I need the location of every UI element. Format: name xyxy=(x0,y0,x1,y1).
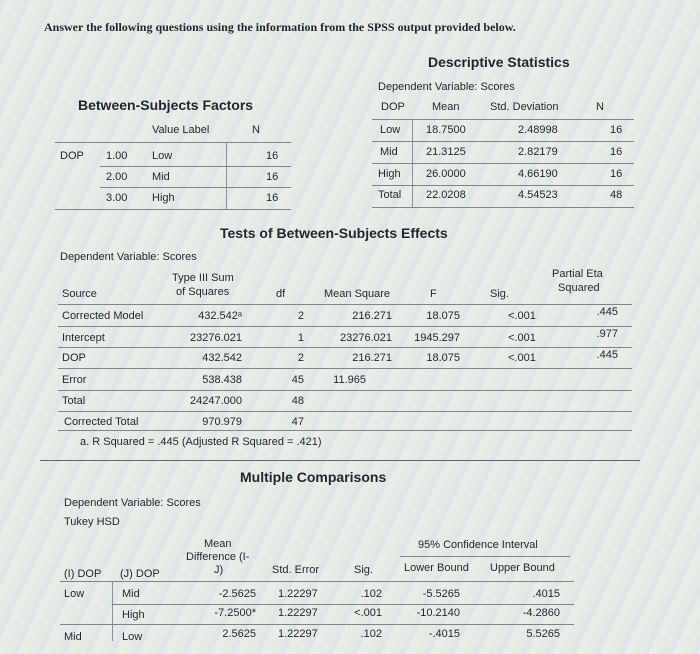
descriptive-title: Descriptive Statistics xyxy=(428,54,570,70)
sig-header: Sig. xyxy=(354,564,373,576)
multiple-comparisons-title: Multiple Comparisons xyxy=(240,469,387,485)
factor-name: DOP xyxy=(60,150,84,162)
eta-header-line2: Squared xyxy=(558,282,600,294)
lower-bound: -5.5265 xyxy=(422,588,460,600)
group-sd: 4.66190 xyxy=(518,168,558,180)
partial-eta: .977 xyxy=(596,328,618,340)
mean-square-header: Mean Square xyxy=(324,288,391,300)
method-label: Tukey HSD xyxy=(64,516,120,528)
sum-of-squares: 432.542ᵃ xyxy=(198,310,242,322)
n-header: N xyxy=(596,101,604,113)
df-value: 45 xyxy=(291,374,304,386)
question-heading: Answer the following questions using the information from the SPSS output provided below. xyxy=(44,20,516,34)
factor-label: Mid xyxy=(152,171,170,183)
sum-of-squares: 538.438 xyxy=(202,374,242,386)
n-header: N xyxy=(252,124,260,136)
std-error-header: Std. Error xyxy=(272,564,320,576)
value-label-header: Value Label xyxy=(152,124,210,136)
group-mean: 21.3125 xyxy=(426,146,466,158)
sum-of-squares: 432.542 xyxy=(202,352,242,364)
mean-diff-header-line2: Difference (I- xyxy=(186,551,250,563)
mean-square: 23276.021 xyxy=(340,332,392,344)
dependent-variable-label: Dependent Variable: Scores xyxy=(60,251,197,263)
group-label: Low xyxy=(380,124,401,136)
sig-value: <.001 xyxy=(354,607,382,619)
f-header: F xyxy=(430,288,437,300)
tests-title: Tests of Between-Subjects Effects xyxy=(220,225,448,241)
group-sd: 2.48998 xyxy=(518,124,558,136)
i-group: Mid xyxy=(64,631,82,643)
group-label: High xyxy=(378,168,401,180)
sig-header: Sig. xyxy=(490,288,509,300)
j-group: High xyxy=(122,609,145,621)
source-name: Intercept xyxy=(62,332,105,344)
between-subjects-title: Between-Subjects Factors xyxy=(78,97,254,113)
group-n: 16 xyxy=(610,124,623,136)
factor-n: 16 xyxy=(266,150,279,162)
r-squared-footnote: a. R Squared = .445 (Adjusted R Squared = .421) xyxy=(80,436,322,448)
factor-n: 16 xyxy=(266,171,279,183)
factor-value: 1.00 xyxy=(106,150,128,162)
dop-header: DOP xyxy=(381,101,405,113)
dependent-variable-label: Dependent Variable: Scores xyxy=(64,497,201,509)
group-sd: 2.82179 xyxy=(518,146,558,158)
sig-value: <.001 xyxy=(508,352,536,364)
factor-label: Low xyxy=(152,150,173,162)
factor-value: 3.00 xyxy=(106,192,128,204)
mean-difference: -2.5625 xyxy=(218,588,256,600)
lower-bound: -.4015 xyxy=(428,628,460,640)
group-n: 16 xyxy=(610,146,623,158)
df-value: 47 xyxy=(291,416,304,428)
source-name: DOP xyxy=(62,352,86,364)
sum-of-squares: 970.979 xyxy=(202,416,242,428)
std-error: 1.22297 xyxy=(278,628,318,640)
ci-header: 95% Confidence Interval xyxy=(418,539,538,551)
f-value: 18.075 xyxy=(426,352,460,364)
mean-square: 216.271 xyxy=(352,352,392,364)
ss-header-line1: Type III Sum xyxy=(172,272,234,284)
j-group: Low xyxy=(122,631,143,643)
ss-header-line2: of Squares xyxy=(176,286,230,298)
group-n: 48 xyxy=(610,189,623,201)
group-mean: 22.0208 xyxy=(426,189,466,201)
upper-bound: 5.5265 xyxy=(526,628,560,640)
j-dop-header: (J) DOP xyxy=(120,568,160,580)
f-value: 1945.297 xyxy=(414,332,460,344)
mean-diff-header-line1: Mean xyxy=(204,538,232,550)
mean-square: 11.965 xyxy=(333,374,366,386)
source-name: Corrected Total xyxy=(64,416,139,428)
source-name: Corrected Model xyxy=(62,310,144,322)
upper-bound-header: Upper Bound xyxy=(490,562,555,574)
group-label: Mid xyxy=(380,146,398,158)
source-header: Source xyxy=(62,288,97,300)
sum-of-squares: 24247.000 xyxy=(190,395,242,407)
partial-eta: .445 xyxy=(596,306,618,318)
std-error: 1.22297 xyxy=(278,607,318,619)
factor-value: 2.00 xyxy=(106,171,128,183)
mean-square: 216.271 xyxy=(352,310,392,322)
eta-header-line1: Partial Eta xyxy=(552,268,603,280)
group-mean: 18.7500 xyxy=(426,124,466,136)
df-value: 1 xyxy=(297,332,304,344)
std-error: 1.22297 xyxy=(278,588,318,600)
sig-value: <.001 xyxy=(508,332,536,344)
group-n: 16 xyxy=(610,168,623,180)
df-value: 48 xyxy=(291,395,304,407)
source-name: Error xyxy=(62,374,87,386)
f-value: 18.075 xyxy=(426,310,460,322)
mean-difference: -7.2500* xyxy=(214,607,256,619)
factor-label: High xyxy=(152,192,175,204)
partial-eta: .445 xyxy=(596,349,618,361)
upper-bound: -4.2860 xyxy=(522,607,560,619)
lower-bound: -10.2140 xyxy=(416,607,460,619)
group-label: Total xyxy=(378,189,402,201)
df-value: 2 xyxy=(297,310,304,322)
std-deviation-header: Std. Deviation xyxy=(490,101,559,113)
lower-bound-header: Lower Bound xyxy=(404,562,469,574)
sig-value: <.001 xyxy=(508,310,536,322)
dependent-variable-label: Dependent Variable: Scores xyxy=(378,81,515,93)
factor-n: 16 xyxy=(266,192,279,204)
upper-bound: .4015 xyxy=(532,588,560,600)
sig-value: .102 xyxy=(360,628,382,640)
group-sd: 4.54523 xyxy=(518,189,558,201)
mean-header: Mean xyxy=(432,101,460,113)
sig-value: .102 xyxy=(360,588,382,600)
i-dop-header: (I) DOP xyxy=(64,568,102,580)
source-name: Total xyxy=(62,395,86,407)
j-group: Mid xyxy=(122,588,140,600)
mean-diff-header-line3: J) xyxy=(214,564,224,576)
group-mean: 26.0000 xyxy=(426,168,466,180)
mean-difference: 2.5625 xyxy=(222,628,256,640)
df-header: df xyxy=(276,288,286,300)
i-group: Low xyxy=(64,588,85,600)
df-value: 2 xyxy=(297,352,304,364)
sum-of-squares: 23276.021 xyxy=(190,332,242,344)
